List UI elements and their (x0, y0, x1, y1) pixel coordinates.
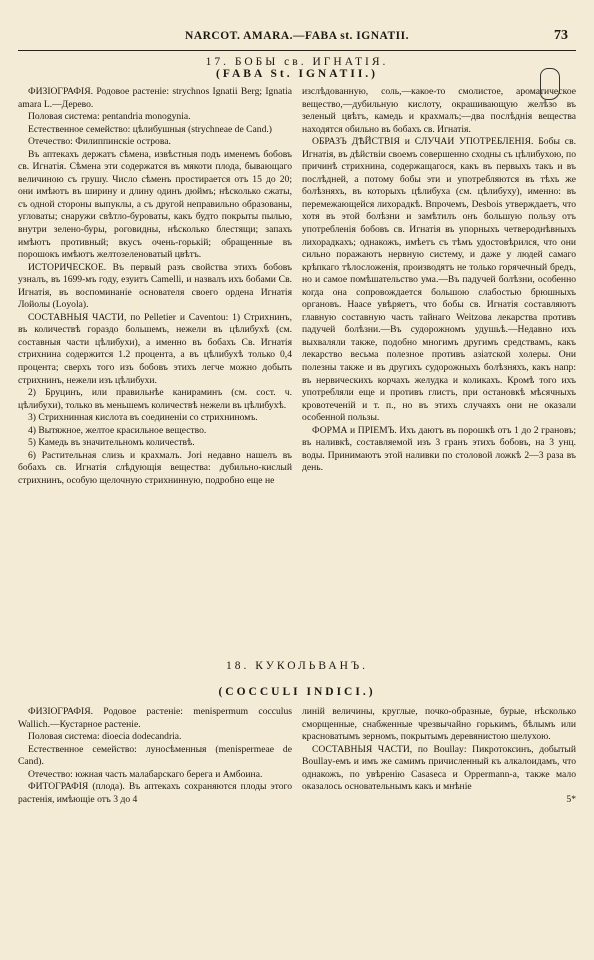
paragraph: Половая система: pentandria monogynia. (28, 111, 191, 123)
paragraph: 4) Вытяжное, желтое красильное вещество. (28, 424, 207, 436)
latin-title: (COCCULI INDICI.) (218, 686, 376, 698)
section-title: 18. КУКОЛЬВАНЪ. (226, 660, 368, 672)
right-column (302, 706, 576, 806)
running-head: NARCOT. AMARA.—FABA st. IGNATII. (185, 30, 409, 42)
paragraph: ФИЗІОГРАФІЯ. Родовое растеніе: menispermum cocculus Wallich.—Кустарное растеніе. (18, 706, 292, 730)
header-rule (18, 50, 576, 51)
paragraph: 3) Стрихнинная кислота въ соединеніи со стрихниномъ. (28, 412, 258, 424)
signature-mark: 5* (566, 793, 576, 805)
paragraph: ФИТОГРАФІЯ (плода). Въ аптекахъ сохраняются плоды этого растенія, имѣющіе отъ 3 до 4 (18, 781, 292, 805)
paragraph: ИСТОРИЧЕСКОЕ. Въ первый разъ свойства этихъ бобовъ узналъ, въ 1699-мъ году, езуитъ Camelli, и назвалъ ихъ бобами Св. Игнатія, въ воспоминаніе основателя своего ордена Игнатія Лойолы (Loyola). (18, 261, 292, 311)
paragraph: Половая система: dioecia dodecandria. (28, 731, 182, 743)
paragraph: ОБРАЗЪ ДѢЙСТВІЯ и СЛУЧАИ УПОТРЕБЛЕНІЯ. Бобы св. Игнатія, въ дѣйствіи своемъ совершенно сходны съ цѣлибухою, по причинѣ стрихнина, содержащагося, какъ въ первыхъ такъ и въ послѣдней, а потому бобы эти и употребляются въ тѣхъ же болѣзняхъ, въ которыхъ цѣлибуха (см. цѣлибуху), именно: въ перемежающейся лихорадкѣ. Впрочемъ, Desbois утверждаетъ, что хотя въ этой болѣзни и замѣтилъ онъ большую пользу отъ употребленія бобовъ св. Игнатія въ упорныхъ четвероднѣвныхъ лихорадкахъ; однакожъ, имѣетъ съ тѣмъ удостовѣрился, что они сильно поражаютъ нервную систему, и даже у людей самаго крѣпкаго тѣлосложенія, производятъ не только горячечный бредъ, но и самое помѣшательство ума.—Въ падучей болѣзни, особенно когда она сопровождается большою слабостью брюшныхъ органовъ. Наасе увѣряетъ, что бобы св. Игнатія составляютъ главную составную часть тайнаго Weitzова лекарства противъ падучей болѣзни.—Въ судорожномъ удушьѣ.—Недавно ихъ выхваляли также, подобно многимъ другимъ средствамъ, какъ лекарство весьма полезное противъ азіатской холеры. Они полезны также и въ другихъ судорожныхъ болѣзняхъ, какъ напр: въ нервическихъ корчахъ желудка и коликахъ. Кромѣ того ихъ употребляли еще и противъ глистъ, при остановкѣ мѣсячныхъ кровотеченій и т. п., но въ этихъ случаяхъ они не оказали особенной пользы. (302, 136, 576, 424)
paragraph: Отечество: южная часть малабарскаго берега и Амбоина. (28, 768, 263, 780)
section-title: 17. БОБЫ св. ИГНАТІЯ. (205, 56, 389, 68)
paragraph: Въ аптекахъ держатъ сѣмена, извѣстныя подъ именемъ бобовъ св. Игнатія. Сѣмена эти содержатся въ мякоти плода, бывающаго величиною съ грушу. Число сѣменъ простирается отъ 15 до 20; они имѣютъ въ ширину и длину одинъ дюймъ; нѣсколько сжаты, съ одной стороны выпуклы, а съ другой неправильно образованы, угловаты; снаружи свѣтло-буроваты, какъ будто покрыты пылью, внутри зелено-буры, роговидны, нѣсколько блестящи; запахъ имѣютъ противный; вкусъ очень-горькій; обращенные въ порошокъ имѣютъ желтозеленоватый цвѣтъ. (18, 148, 292, 261)
paragraph: ФИЗІОГРАФІЯ. Родовое растеніе: strychnos Ignatii Berg; Ignatia amara L.—Дерево. (18, 86, 292, 110)
paragraph: линій величины, круглые, почко-образные, бурые, нѣсколько сморщенные, снабженные чрезвычайно горькимъ, бѣлымъ или красноватымъ зерномъ, покрытымъ деревянистою шелухою. (302, 706, 576, 743)
paragraph: СОСТАВНЫЯ ЧАСТИ, по Pelletier и Caventou: 1) Стрихнинъ, въ количествѣ гораздо большемъ, нежели въ цѣлибухѣ (см. составныя части цѣлибухи), а именно въ бобахъ Св. Игнатія стрихнина содержится 1.2 процента, а въ цѣлибухѣ только 0,4 процента; сверхъ того изъ бобовъ этихъ легче можно добыть стрихнинъ, нежели изъ цѣлибухи. (18, 311, 292, 386)
paragraph: Естественное семейство: луносѣменныя (menispermeae de Cand). (18, 743, 292, 768)
paragraph: ФОРМА и ПРІЕМЪ. Ихъ даютъ въ порошкѣ отъ 1 до 2 грановъ; въ наливкѣ, составляемой изъ 3 гранъ этихъ бобовъ, на 3 унц. воды. Принимаютъ этой наливки по столовой ложкѣ 2—3 раза въ день. (302, 424, 576, 474)
paragraph: Естественное семейство: цѣлибушныя (strychneae de Cand.) (28, 123, 272, 135)
right-column (302, 86, 576, 488)
page-number: 73 (554, 28, 568, 43)
section-faba-ignatii (18, 56, 576, 488)
paragraph: СОСТАВНЫЯ ЧАСТИ, по Boullay: Пикротоксинъ, добытый Boullay-емъ и имъ же самимъ причисленный къ алкалоидамъ, что однакожъ, по увѣренію Casaseca и Oppermann-а, также мало оказалось основательнымъ какъ и мнѣніе (302, 743, 576, 793)
paragraph: изслѣдованную, соль,—какое-то смолистое, ароматическое вещество,—дубильную кислоту, окрашивающую желѣзо въ зеленый цвѣтъ, камедь и крахмалъ;—два послѣднія вещества находятся обильно въ бобахъ св. Игнатія. (302, 86, 576, 135)
latin-title: (FABA St. IGNATII.) (216, 68, 378, 80)
paragraph: 5) Камедь въ значительномъ количествѣ. (28, 437, 195, 449)
section-cocculi-indici (18, 660, 576, 806)
left-column (18, 706, 292, 806)
paragraph: 6) Растительная слизь и крахмалъ. Jori недавно нашелъ въ бобахъ св. Игнатія слѣдующія вещества: дубильно-кислый стрихнинъ, особую щелочную стрихнинную, подробно еще не (18, 449, 292, 486)
paragraph: 2) Бруцинъ, или правильнѣе канираминъ (см. сост. ч. цѣлибухи), только въ меньшемъ количествѣ нежели въ цѣлибухѣ. (18, 387, 292, 411)
left-column (18, 86, 292, 488)
paragraph: Отечество: Филиппинскіе острова. (28, 136, 171, 148)
